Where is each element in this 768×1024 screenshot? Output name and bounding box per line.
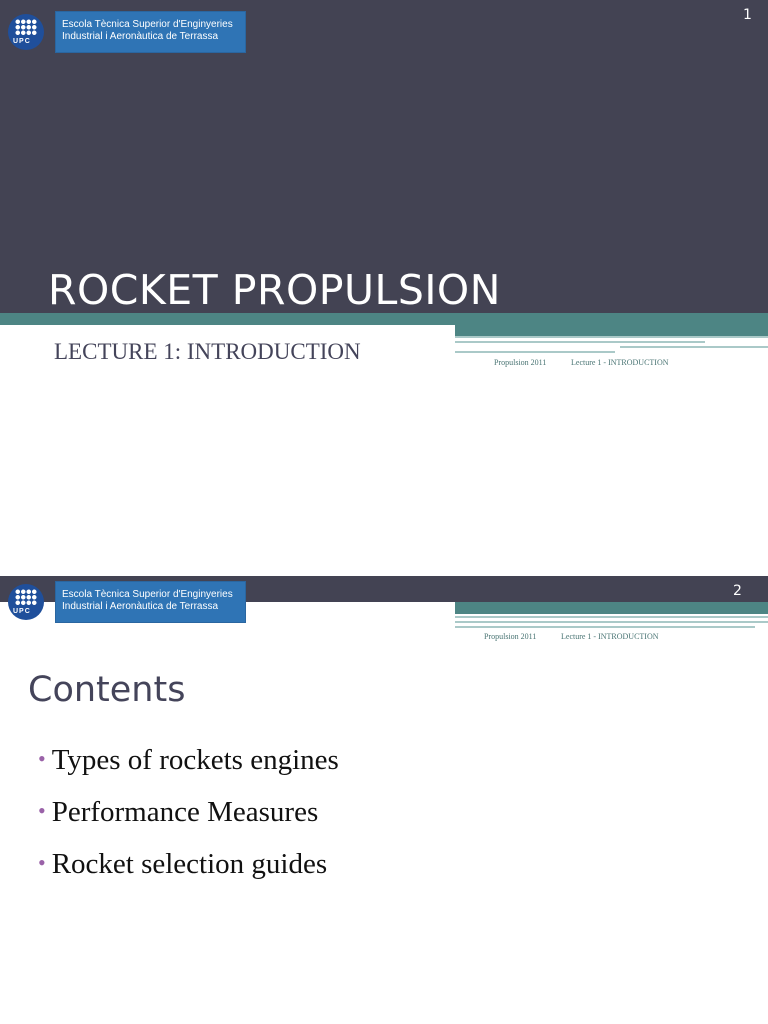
footer-lecture: Lecture 1 - INTRODUCTION bbox=[571, 358, 669, 367]
list-item-text: Types of rockets engines bbox=[51, 744, 339, 776]
list-item-text: Rocket selection guides bbox=[51, 848, 328, 880]
contents-list bbox=[38, 744, 339, 900]
bullet-icon: • bbox=[38, 746, 46, 771]
decor-stripe bbox=[455, 351, 615, 353]
decor-stripe bbox=[455, 336, 768, 338]
bullet-icon: • bbox=[38, 798, 46, 823]
school-name-line2: Industrial i Aeronàutica de Terrassa bbox=[62, 601, 219, 612]
slide-2 bbox=[0, 576, 768, 1024]
decor-stripe bbox=[455, 616, 768, 618]
decor-stripe bbox=[455, 621, 768, 623]
list-item bbox=[38, 796, 339, 848]
school-logo-banner bbox=[55, 11, 246, 53]
footer-lecture: Lecture 1 - INTRODUCTION bbox=[561, 632, 659, 641]
decor-stripe bbox=[455, 626, 755, 628]
decor-stripe bbox=[455, 341, 705, 343]
page-number: 1 bbox=[743, 7, 752, 23]
teal-band-right bbox=[455, 325, 768, 336]
contents-heading: Contents bbox=[28, 670, 186, 710]
footer-course: Propulsion 2011 bbox=[484, 632, 537, 641]
slide-title: ROCKET PROPULSION bbox=[48, 266, 501, 314]
footer-course: Propulsion 2011 bbox=[494, 358, 547, 367]
logo-text: UPC bbox=[13, 608, 31, 615]
list-item bbox=[38, 848, 339, 900]
teal-band bbox=[0, 313, 768, 325]
list-item-text: Performance Measures bbox=[51, 796, 319, 828]
list-item bbox=[38, 744, 339, 796]
decor-stripe bbox=[620, 346, 768, 348]
school-name-line1: Escola Tècnica Superior d'Enginyeries bbox=[62, 19, 233, 30]
school-logo-banner bbox=[55, 581, 246, 623]
school-name-line2: Industrial i Aeronàutica de Terrassa bbox=[62, 31, 219, 42]
school-name-line1: Escola Tècnica Superior d'Enginyeries bbox=[62, 589, 233, 600]
slide-subtitle: LECTURE 1: INTRODUCTION bbox=[54, 339, 361, 364]
logo-text: UPC bbox=[13, 38, 31, 45]
page-number: 2 bbox=[733, 583, 742, 599]
bullet-icon: • bbox=[38, 850, 46, 875]
